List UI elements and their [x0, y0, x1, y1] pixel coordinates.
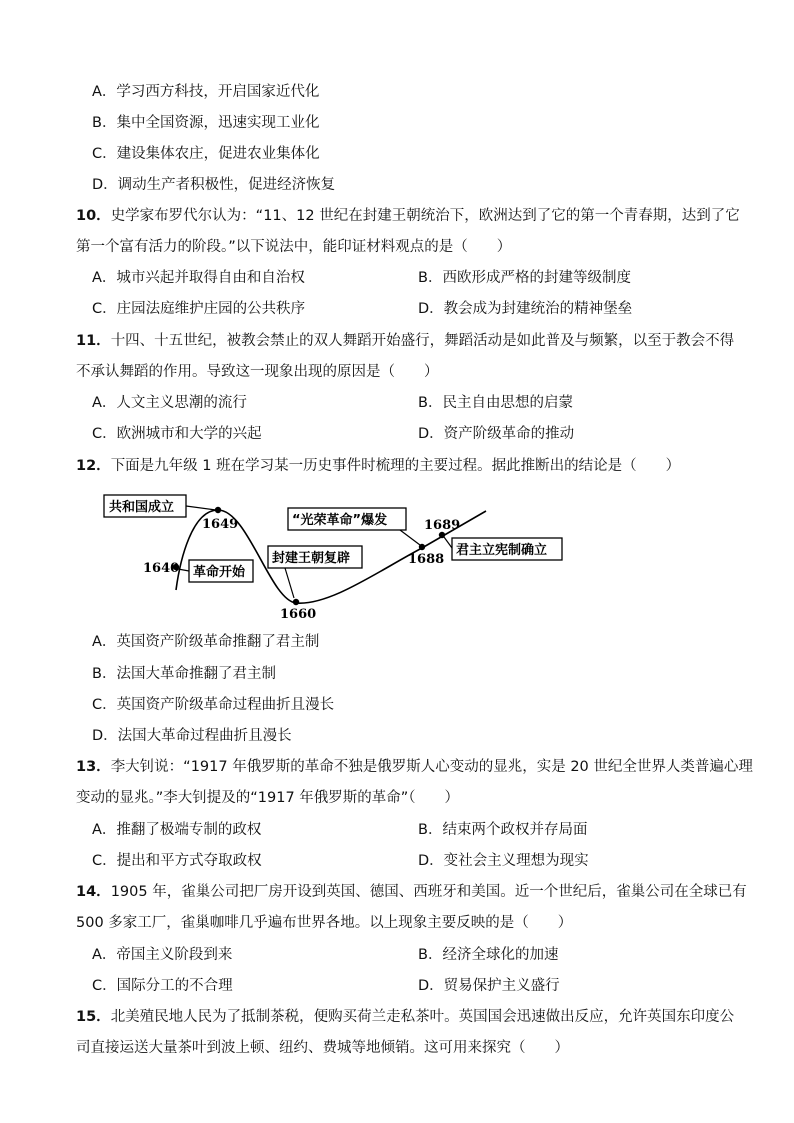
- q10-option-a: A．城市兴起并取得自由和自治权: [92, 270, 305, 286]
- q15-stem-line2: 司直接运送大量茶叶到波上顿、纽约、费城等地倾销。这可用来探究（ ）: [76, 1040, 569, 1056]
- q12-number: 12．: [76, 458, 111, 474]
- q14-stem-line2: 500 多家工厂，雀巢咖啡几乎遍布世界各地。以上现象主要反映的是（ ）: [76, 915, 573, 931]
- q14-number: 14．: [76, 884, 111, 900]
- q13-number: 13．: [76, 759, 111, 775]
- q12-year-1689: 1689: [424, 518, 461, 533]
- q10-stem-line2: 第一个富有活力的阶段。”以下说法中，能印证材料观点的是（ ）: [76, 239, 512, 255]
- q12-option-a: A．英国资产阶级革命推翻了君主制: [92, 634, 320, 650]
- q13-text: 李大钊说：“1917 年俄罗斯的革命不独是俄罗斯人心变动的显兆，实是 20 世纪全世界人类普遍心理: [110, 759, 753, 775]
- q13-option-b: B．结束两个政权并存局面: [418, 822, 588, 838]
- q11-option-c: C．欧洲城市和大学的兴起: [92, 426, 262, 442]
- q13-option-d: D．变社会主义理想为现实: [418, 853, 589, 869]
- q12-point-1660: [293, 599, 299, 605]
- q14-option-a: A．帝国主义阶段到来: [92, 947, 233, 963]
- q11-number: 11．: [76, 333, 111, 349]
- q12-box-glorious-revolution: “光荣革命”爆发: [292, 513, 388, 528]
- q12-year-1649: 1649: [202, 517, 239, 532]
- q15-text: 北美殖民地人民为了抵制茶税，便购买荷兰走私茶叶。英国国会迅速做出反应，允许英国东印度公: [110, 1009, 735, 1025]
- q13-stem-line1: [76, 757, 753, 777]
- q14-option-d: D．贸易保护主义盛行: [418, 978, 560, 994]
- q14-option-c: C．国际分工的不合理: [92, 978, 233, 994]
- q12-option-c: C．英国资产阶级革命过程曲折且漫长: [92, 697, 335, 713]
- q15-number: 15．: [76, 1009, 111, 1025]
- q9-option-c: C．建设集体农庄，促进农业集体化: [92, 146, 320, 162]
- q9-option-d: D．调动生产者积极性，促进经济恢复: [92, 177, 336, 193]
- q9-option-b: B．集中全国资源，迅速实现工业化: [92, 115, 320, 131]
- q11-option-b: B．民主自由思想的启蒙: [418, 395, 573, 411]
- q13-option-a: A．推翻了极端专制的政权: [92, 822, 262, 838]
- q11-option-a: A．人文主义思潮的流行: [92, 395, 247, 411]
- q11-stem-line2: 不承认舞蹈的作用。导致这一现象出现的原因是（ ）: [76, 364, 439, 380]
- q12-year-1640: 1640: [143, 561, 180, 576]
- q12-option-b: B．法国大革命推翻了君主制: [92, 666, 276, 682]
- q10-option-c: C．庄园法庭维护庄园的公共秩序: [92, 301, 306, 317]
- q12-year-1688: 1688: [408, 552, 445, 567]
- q13-stem-line2: 变动的显兆。”李大钊提及的“1917 年俄罗斯的革命”（ ）: [76, 790, 460, 806]
- q11-text: 十四、十五世纪，被教会禁止的双人舞蹈开始盛行，舞蹈活动是如此普及与频繁，以至于教会不得: [110, 333, 735, 349]
- q12-option-d: D．法国大革命过程曲折且漫长: [92, 728, 292, 744]
- q12-box-revolution-begins: 革命开始: [193, 565, 246, 580]
- q13-option-c: C．提出和平方式夺取政权: [92, 853, 262, 869]
- q14-text: 1905 年，雀巢公司把厂房开设到英国、德国、西班牙和美国。近一个世纪后，雀巢公司在全球已有: [110, 884, 747, 900]
- q12-year-1660: 1660: [280, 607, 317, 622]
- q11-option-d: D．资产阶级革命的推动: [418, 426, 575, 442]
- q12-box-constitutional-monarchy: 君主立宪制确立: [456, 543, 548, 558]
- q12-box-republic: 共和国成立: [109, 500, 175, 515]
- q10-option-b: B．西欧形成严格的封建等级制度: [418, 270, 631, 286]
- q14-option-b: B．经济全球化的加速: [418, 947, 559, 963]
- q14-stem-line1: [76, 882, 747, 902]
- q12-box-restoration: 封建王朝复辟: [272, 551, 351, 566]
- q12-text: 下面是九年级 1 班在学习某一历史事件时梳理的主要过程。据此推断出的结论是（ ）: [110, 458, 681, 474]
- q9-option-a: A．学习西方科技，开启国家近代化: [92, 84, 320, 100]
- q10-number: 10．: [76, 208, 111, 224]
- q15-stem-line1: [76, 1007, 734, 1027]
- q10-option-d: D．教会成为封建统治的精神堡垒: [418, 301, 633, 317]
- q10-text: 史学家布罗代尔认为：“11、12 世纪在封建王朝统治下，欧洲达到了它的第一个青春期，达到了它: [110, 208, 740, 224]
